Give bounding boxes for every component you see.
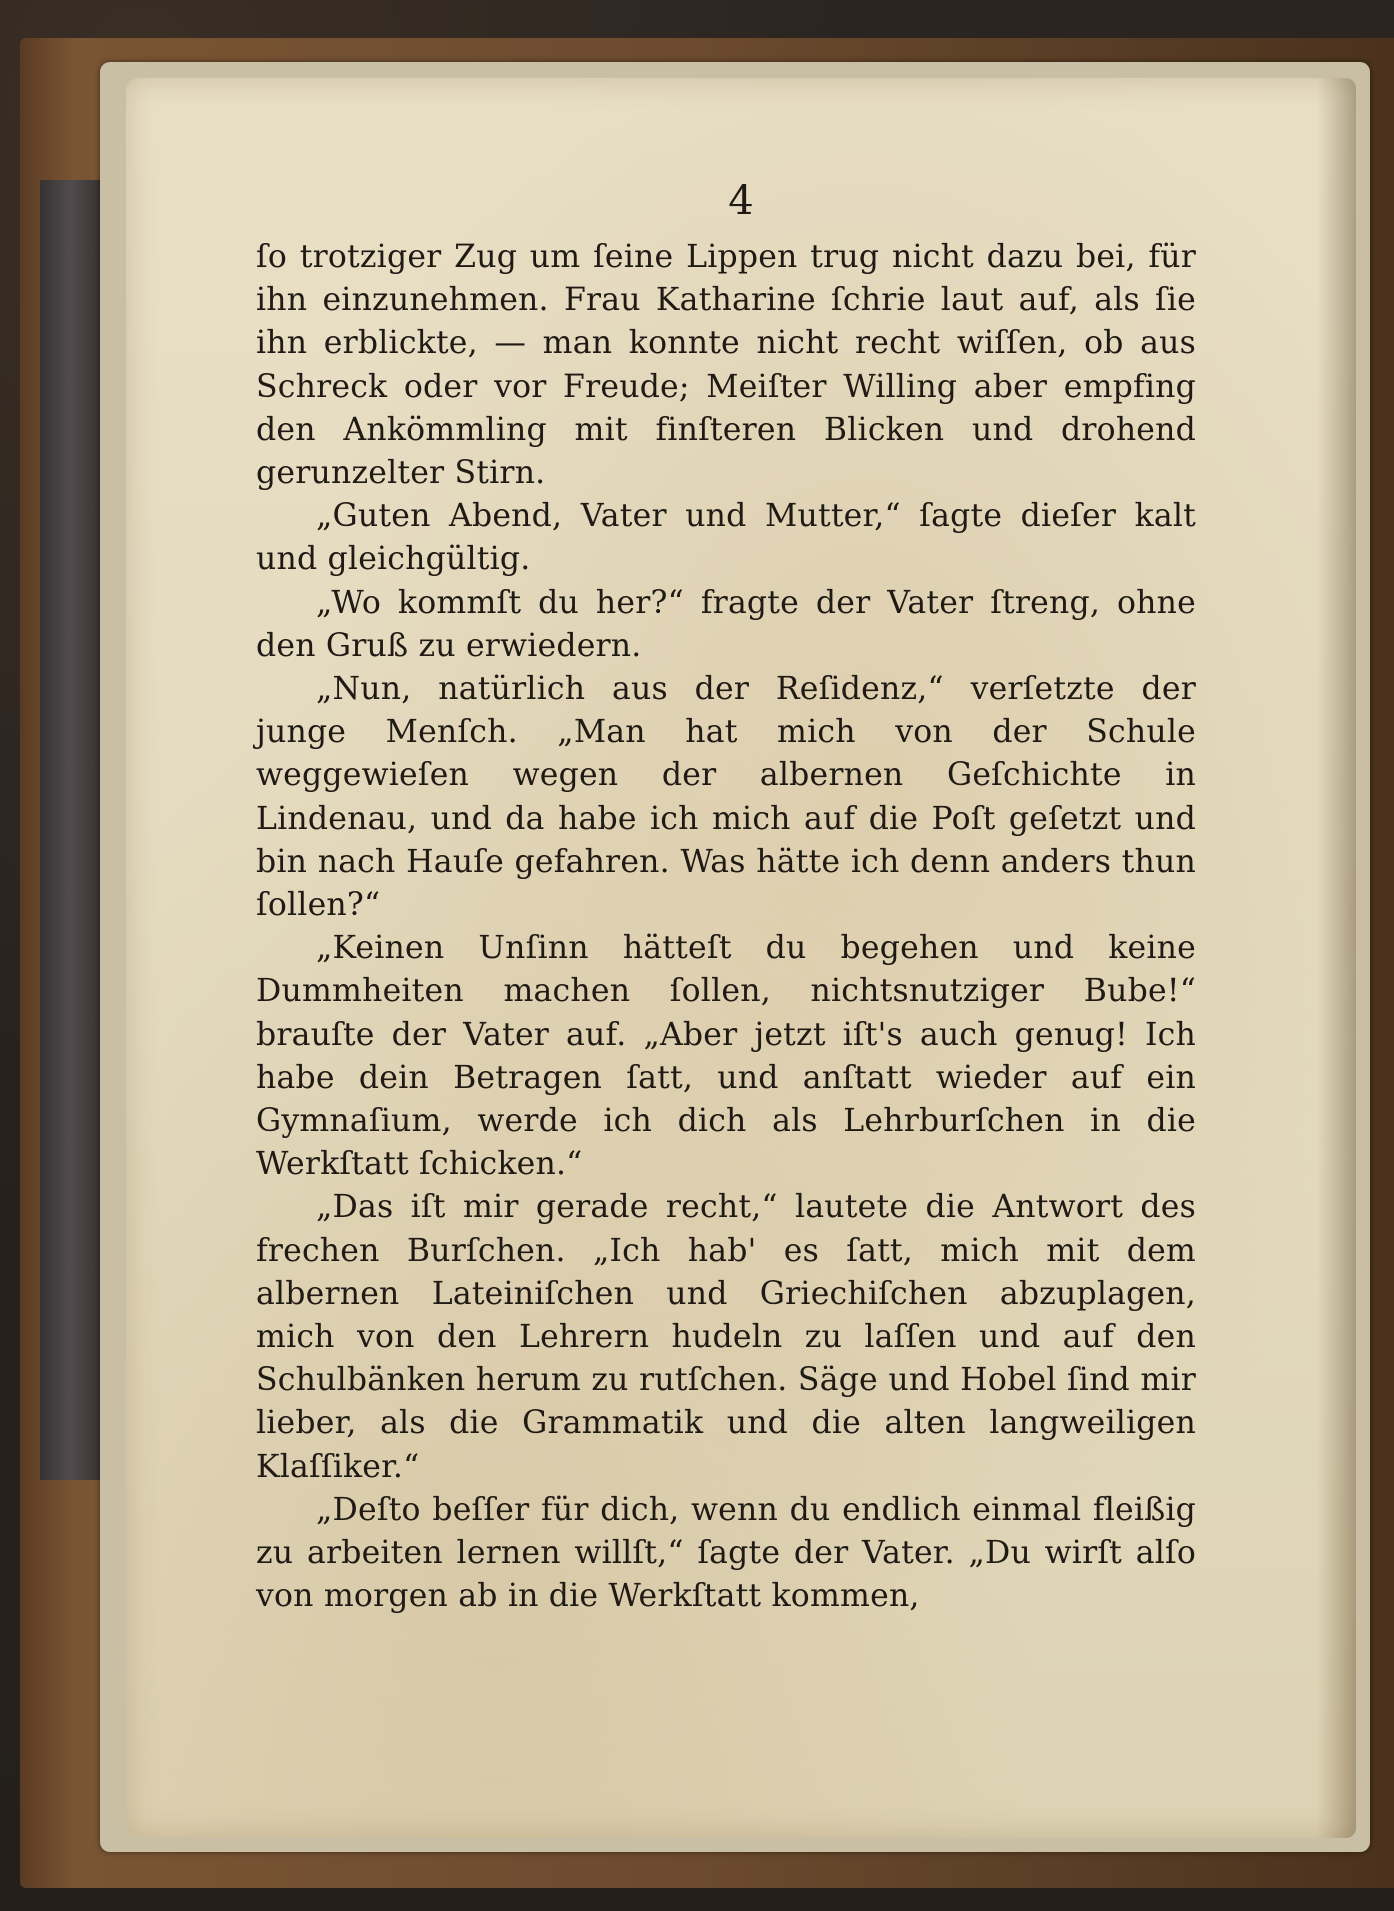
paragraph: „Das iſt mir gerade recht,“ lautete die Antwort des frechen Burſchen. „Ich hab' es ſatt, mich mit dem albernen Lateiniſchen und Griechiſchen abzuplagen, mich von den Lehrern hudeln zu laſſen und auf den Schulbänken herum zu rutſchen. Säge und Hobel ſind mir lieber, als die Grammatik und die alten langweiligen Klaſſiker.“ <box>256 1189 1196 1485</box>
book-page <box>126 78 1356 1838</box>
page-gutter-shadow <box>1316 78 1356 1838</box>
paragraph: „Wo kommſt du her?“ fragte der Vater ſtreng, ohne den Gruß zu erwiedern. <box>256 584 1196 664</box>
paragraph-continued: ſo trotziger Zug um ſeine Lippen trug nicht dazu bei, für ihn einzunehmen. Frau Katharine ſchrie laut auf, als ſie ihn erblickte, — man konnte nicht recht wiſſen, ob aus Schreck oder vor Freude; Meiſter Willing aber empfing den Ankömmling mit finſteren Blicken und drohend gerunzelter Stirn. <box>256 239 1196 492</box>
page-number: 4 <box>728 178 754 224</box>
paragraph: „Guten Abend, Vater und Mutter,“ ſagte dieſer kalt und gleichgültig. <box>256 498 1196 578</box>
paragraph: „Nun, natürlich aus der Reſidenz,“ verſetzte der junge Menſch. „Man hat mich von der Schule weggewieſen wegen der albernen Geſchichte in Lindenau, und da habe ich mich auf die Poſt geſetzt und bin nach Hauſe gefahren. Was hätte ich denn anders thun ſollen?“ <box>256 671 1196 924</box>
page-body-text <box>256 236 1196 1619</box>
cover-spine-strip <box>40 180 100 1480</box>
paragraph: „Deſto beſſer für dich, wenn du endlich einmal fleißig zu arbeiten lernen willſt,“ ſagte der Vater. „Du wirſt alſo von morgen ab in die Werkſtatt kommen, <box>256 1491 1196 1615</box>
paragraph: „Keinen Unſinn hätteſt du begehen und keine Dummheiten machen ſollen, nichtsnutziger Bube!“ brauſte der Vater auf. „Aber jetzt iſt's auch genug! Ich habe dein Betragen ſatt, und anſtatt wieder auf ein Gymnaſium, werde ich dich als Lehrburſchen in die Werkſtatt ſchicken.“ <box>256 930 1196 1183</box>
